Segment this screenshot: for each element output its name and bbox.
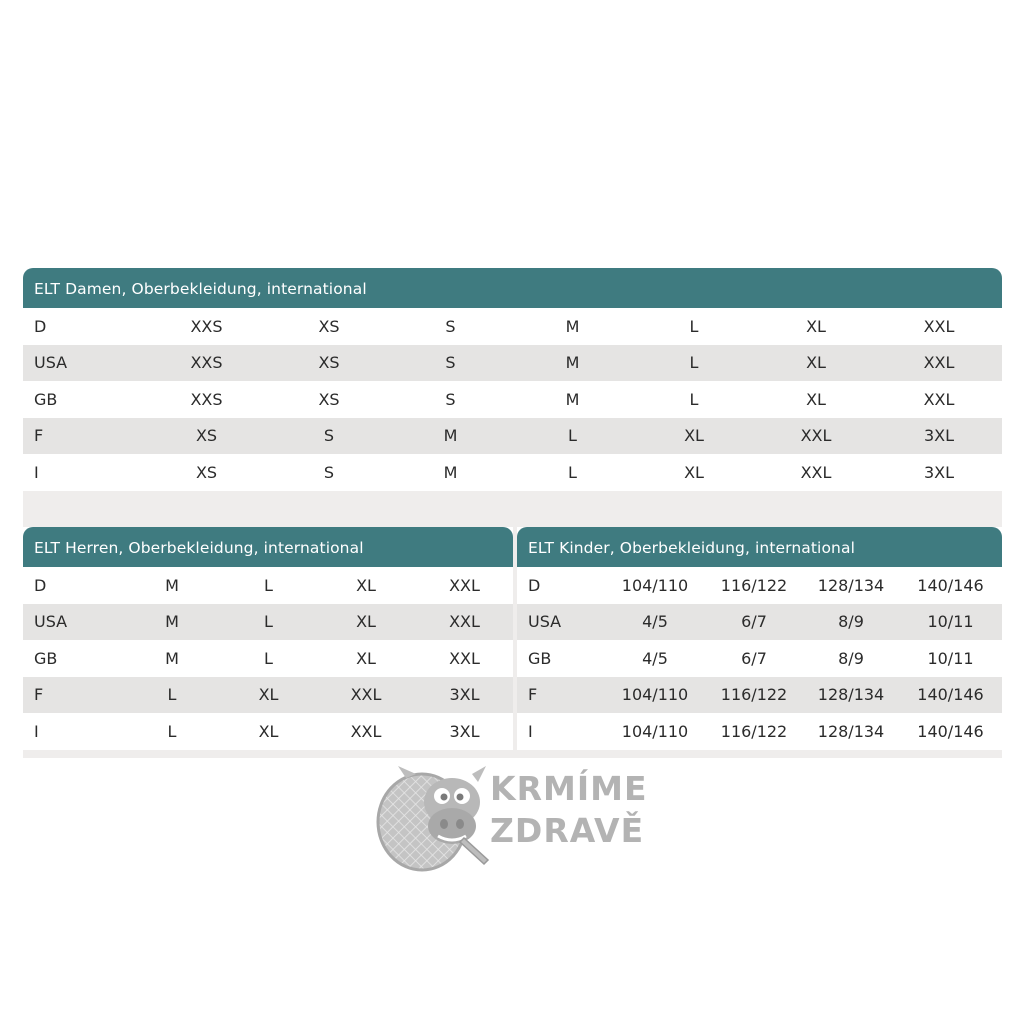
table-herren-grid: [23, 567, 513, 750]
size-cell: 4/5: [605, 604, 705, 641]
size-cell: XS: [270, 308, 388, 345]
size-cell: XL: [221, 713, 316, 750]
size-cell: 104/110: [605, 713, 705, 750]
size-cell: 3XL: [876, 454, 1002, 491]
size-cell: S: [270, 454, 388, 491]
size-cell: S: [388, 381, 513, 418]
table-row: [23, 381, 1002, 418]
table-row: [23, 308, 1002, 345]
table-row: [517, 567, 1002, 604]
row-label-cell: GB: [517, 640, 605, 677]
row-label-cell: D: [23, 308, 143, 345]
size-cell: L: [632, 381, 756, 418]
size-cell: M: [123, 640, 221, 677]
size-cell: M: [123, 567, 221, 604]
size-cell: XXL: [756, 418, 876, 455]
size-cell: XXS: [143, 381, 270, 418]
row-label-cell: USA: [23, 345, 143, 382]
size-cell: 4/5: [605, 640, 705, 677]
size-cell: XXL: [316, 713, 416, 750]
row-label-cell: F: [23, 677, 123, 714]
size-cell: 3XL: [876, 418, 1002, 455]
table-row: [517, 604, 1002, 641]
size-cell: XL: [632, 418, 756, 455]
size-cell: S: [388, 345, 513, 382]
table-row: [23, 567, 513, 604]
size-chart-panel: [23, 268, 1002, 758]
size-cell: XXL: [316, 677, 416, 714]
size-cell: 140/146: [899, 567, 1002, 604]
size-cell: S: [388, 308, 513, 345]
table-damen: [23, 268, 1002, 491]
size-cell: L: [123, 713, 221, 750]
size-cell: XXL: [416, 640, 513, 677]
size-cell: 140/146: [899, 677, 1002, 714]
table-row: [23, 677, 513, 714]
row-label-cell: USA: [23, 604, 123, 641]
size-cell: XXL: [876, 381, 1002, 418]
size-cell: XS: [270, 381, 388, 418]
row-label-cell: I: [517, 713, 605, 750]
size-cell: L: [221, 640, 316, 677]
size-cell: L: [632, 345, 756, 382]
table-row: [23, 454, 1002, 491]
table-kinder-title: ELT Kinder, Oberbekleidung, international: [517, 527, 1002, 567]
watermark-text: [490, 768, 647, 852]
size-cell: M: [513, 345, 632, 382]
size-cell: 6/7: [705, 604, 803, 641]
size-cell: XS: [143, 454, 270, 491]
size-cell: XXS: [143, 308, 270, 345]
table-row: [517, 713, 1002, 750]
size-cell: 8/9: [803, 640, 899, 677]
size-cell: XXS: [143, 345, 270, 382]
table-kinder: [517, 527, 1002, 750]
row-label-cell: F: [23, 418, 143, 455]
size-cell: XL: [316, 567, 416, 604]
size-cell: M: [123, 604, 221, 641]
size-cell: 8/9: [803, 604, 899, 641]
table-row: [23, 640, 513, 677]
size-cell: 6/7: [705, 640, 803, 677]
size-cell: 128/134: [803, 567, 899, 604]
cow-mascot-icon: [376, 764, 496, 874]
size-cell: XS: [143, 418, 270, 455]
size-cell: XL: [756, 381, 876, 418]
table-herren: [23, 527, 513, 750]
size-cell: XXL: [876, 308, 1002, 345]
size-cell: M: [388, 454, 513, 491]
size-cell: 116/122: [705, 677, 803, 714]
watermark-line2: ZDRAVĚ: [490, 811, 645, 850]
watermark-logo: [376, 764, 656, 874]
table-damen-title: ELT Damen, Oberbekleidung, international: [23, 268, 1002, 308]
table-row: [517, 640, 1002, 677]
row-label-cell: GB: [23, 640, 123, 677]
row-label-cell: I: [23, 713, 123, 750]
size-cell: 116/122: [705, 713, 803, 750]
row-label-cell: I: [23, 454, 143, 491]
table-row: [23, 418, 1002, 455]
size-cell: M: [513, 308, 632, 345]
size-cell: 128/134: [803, 677, 899, 714]
size-cell: 104/110: [605, 567, 705, 604]
row-label-cell: D: [517, 567, 605, 604]
size-cell: 3XL: [416, 713, 513, 750]
size-cell: 3XL: [416, 677, 513, 714]
size-cell: XXL: [416, 604, 513, 641]
size-cell: M: [513, 381, 632, 418]
row-label-cell: D: [23, 567, 123, 604]
size-cell: XL: [221, 677, 316, 714]
size-cell: XL: [756, 345, 876, 382]
size-cell: XL: [316, 604, 416, 641]
table-row: [23, 713, 513, 750]
size-cell: XXL: [416, 567, 513, 604]
size-cell: M: [388, 418, 513, 455]
size-cell: 128/134: [803, 713, 899, 750]
table-damen-grid: [23, 308, 1002, 491]
size-cell: S: [270, 418, 388, 455]
table-kinder-grid: [517, 567, 1002, 750]
size-cell: L: [221, 604, 316, 641]
size-cell: L: [123, 677, 221, 714]
size-cell: XL: [756, 308, 876, 345]
row-label-cell: GB: [23, 381, 143, 418]
size-cell: XS: [270, 345, 388, 382]
table-row: [517, 677, 1002, 714]
size-cell: XXL: [756, 454, 876, 491]
size-cell: L: [513, 418, 632, 455]
watermark-line1: KRMÍME: [490, 769, 648, 808]
size-cell: L: [632, 308, 756, 345]
size-cell: 104/110: [605, 677, 705, 714]
row-label-cell: USA: [517, 604, 605, 641]
table-row: [23, 345, 1002, 382]
row-label-cell: F: [517, 677, 605, 714]
size-cell: XL: [316, 640, 416, 677]
size-cell: 10/11: [899, 604, 1002, 641]
size-cell: L: [513, 454, 632, 491]
size-cell: 116/122: [705, 567, 803, 604]
size-cell: XL: [632, 454, 756, 491]
table-row: [23, 604, 513, 641]
size-cell: 140/146: [899, 713, 1002, 750]
size-cell: XXL: [876, 345, 1002, 382]
size-cell: 10/11: [899, 640, 1002, 677]
table-herren-title: ELT Herren, Oberbekleidung, international: [23, 527, 513, 567]
size-cell: L: [221, 567, 316, 604]
